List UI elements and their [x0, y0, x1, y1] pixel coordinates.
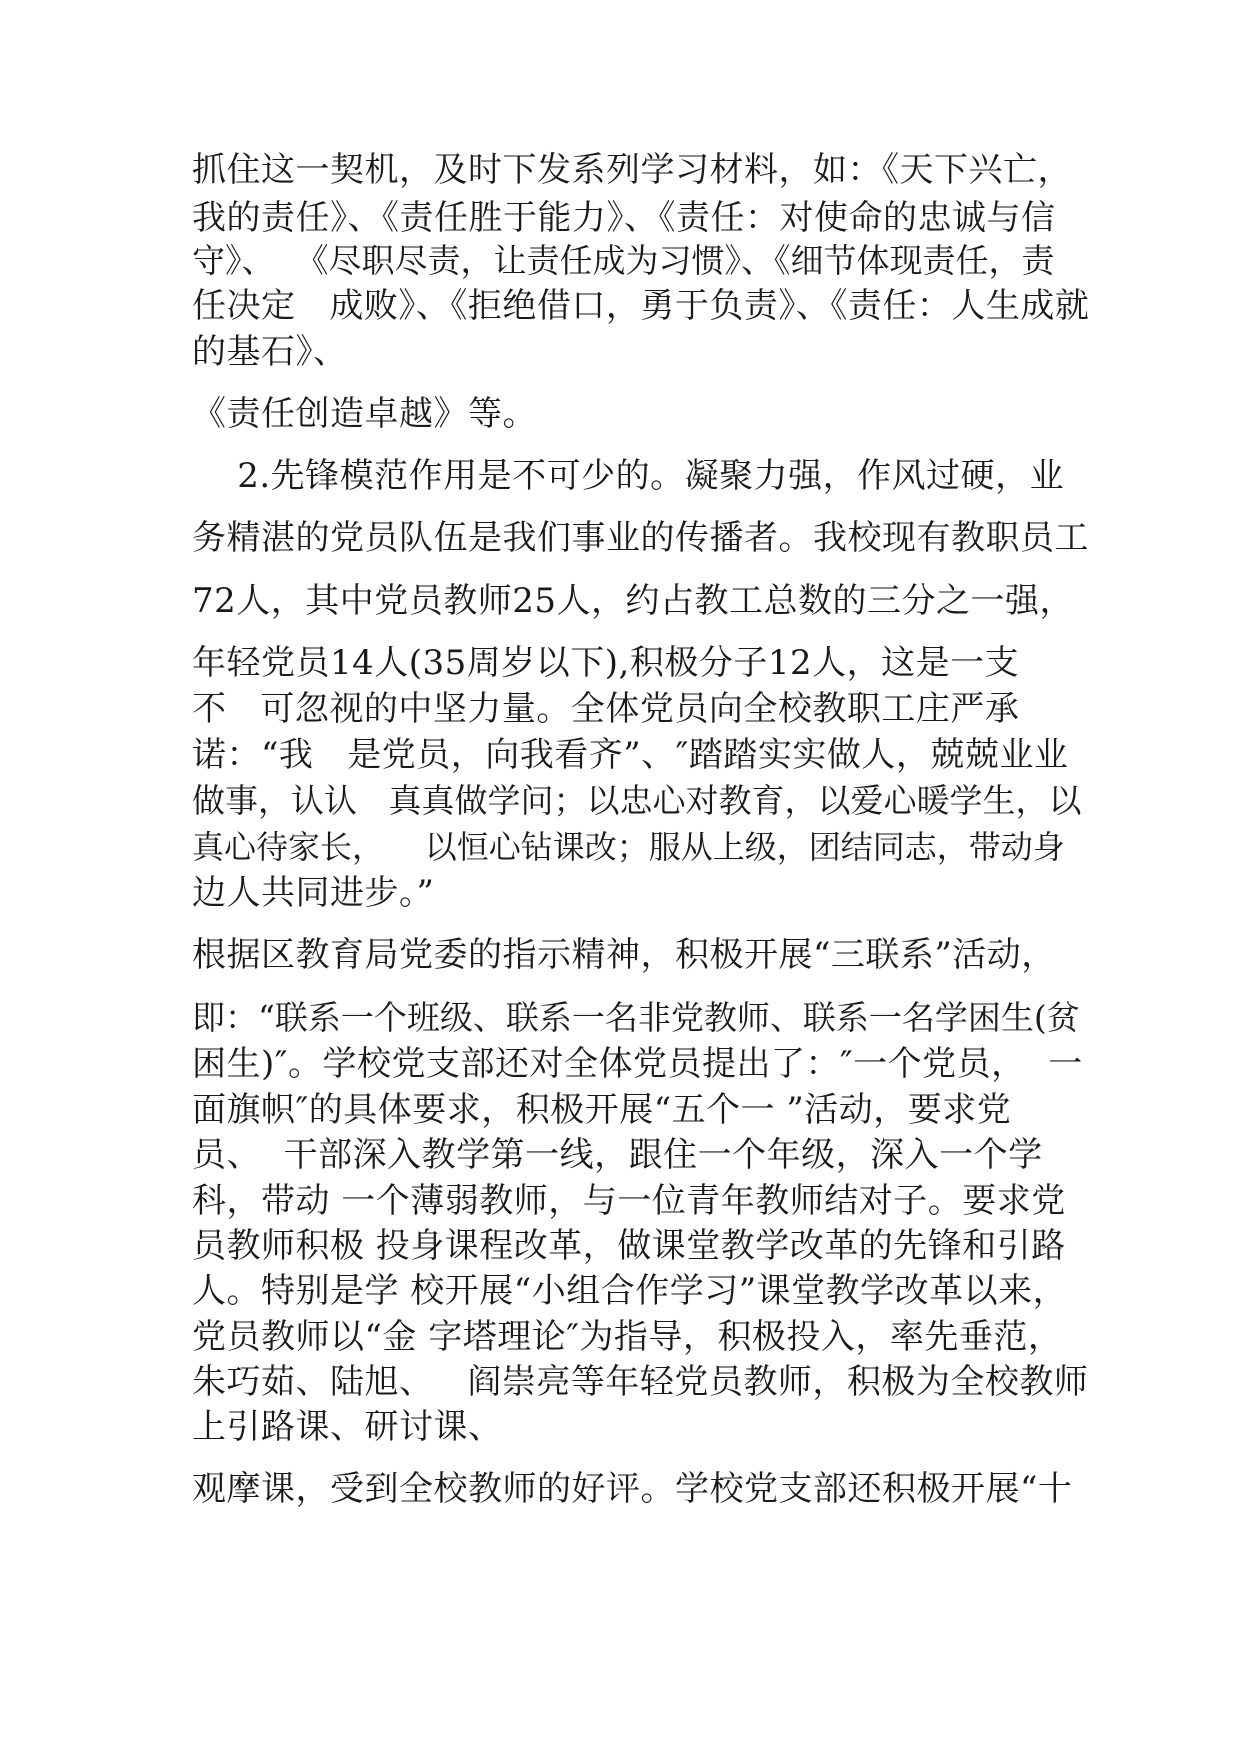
text-line: 根据区教育局党委的指示精神，积极开展“三联系”活动，: [192, 935, 1056, 975]
text-line: 诺：“我 是党员，向我看齐”、″踏踏实实做人，兢兢业业: [192, 735, 1069, 775]
text-line: 人。特别是学 校开展“小组合作学习”课堂教学改革以来，: [192, 1271, 1068, 1311]
text-line: 困生)″。学校党支部还对全体党员提出了：″一个党员， 一: [192, 1044, 1083, 1084]
text-line: 上引路课、研讨课、: [192, 1407, 503, 1447]
text-line: 观摩课，受到全校教师的好评。学校党支部还积极开展“十: [192, 1469, 1073, 1509]
text-line: 的基石》、: [192, 332, 348, 372]
text-line: 守》、 《尽职尽责，让责任成为习惯》、《细节体现责任，责: [192, 241, 1055, 280]
text-line: 即：“联系一个班级、联系一名非党教师、联系一名学困生(贫: [192, 998, 1080, 1037]
text-line: 朱巧茹、陆旭、 阎崇亮等年轻党员教师，积极为全校教师: [192, 1362, 1089, 1402]
text-line: 党员教师以“金 字塔理论″为指导，积极投入，率先垂范，: [192, 1317, 1063, 1357]
text-line: 抓住这一契机，及时下发系列学习材料，如：《天下兴亡，: [192, 150, 1072, 190]
text-line: 我的责任》、《责任胜于能力》、《责任：对使命的忠诚与信: [192, 198, 1056, 238]
text-line: 员教师积极 投身课程改革，做课堂教学改革的先锋和引路: [192, 1226, 1066, 1266]
text-line: 务精湛的党员队伍是我们事业的传播者。我校现有教职员工: [192, 518, 1089, 558]
text-line: 2.先锋模范作用是不可少的。凝聚力强，作风过硬，业: [192, 456, 1065, 496]
text-line: 72人，其中党员教师25人，约占教工总数的三分之一强，: [192, 581, 1075, 621]
text-line: 面旗帜″的具体要求，积极开展“五个一 ”活动，要求党: [192, 1090, 1012, 1130]
text-line: 边人共同进步。”: [192, 873, 435, 913]
text-line: 《责任创造卓越》等。: [192, 394, 537, 434]
text-line: 科，带动 一个薄弱教师，与一位青年教师结对子。要求党: [192, 1181, 1066, 1221]
text-line: 员、 干部深入教学第一线，跟住一个年级，深入一个学: [192, 1135, 1043, 1175]
text-line: 不 可忽视的中坚力量。全体党员向全校教职工庄严承: [192, 689, 1020, 729]
text-line: 年轻党员14人(35周岁以下),积极分子12人，这是一支: [192, 643, 1020, 683]
text-line: 任决定 成败》、《拒绝借口，勇于负责》、《责任：人生成就: [192, 286, 1090, 326]
text-line: 做事，认认 真真做学问；以忠心对教育，以爱心暖学生，以: [192, 781, 1082, 820]
text-line: 真心待家长， 以恒心钻课改；服从上级，团结同志，带动身: [192, 828, 1065, 866]
